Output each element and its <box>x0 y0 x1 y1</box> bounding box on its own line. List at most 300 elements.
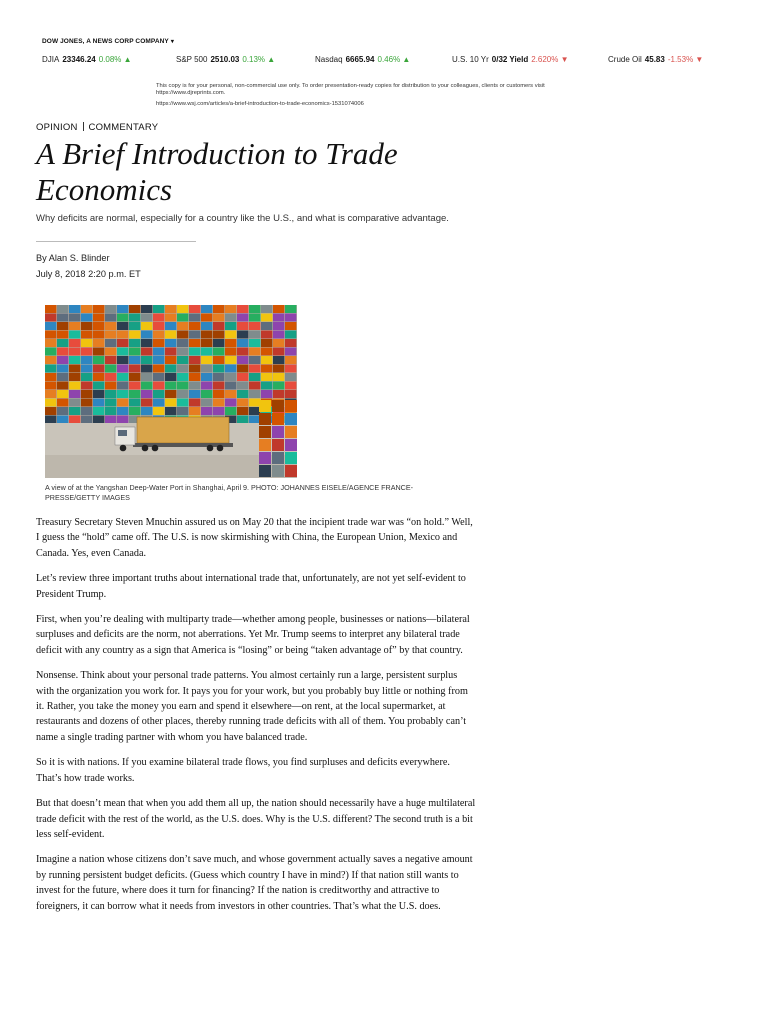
container-block <box>189 373 200 381</box>
container-block <box>189 314 200 322</box>
container-block <box>177 314 188 322</box>
container-block <box>273 305 284 313</box>
container-block <box>117 339 128 347</box>
container-block <box>141 407 152 415</box>
container-block <box>237 373 248 381</box>
container-block <box>213 390 224 398</box>
container-block <box>129 382 140 390</box>
container-block <box>213 305 224 313</box>
container-block <box>261 365 272 373</box>
container-block <box>117 305 128 313</box>
container-block <box>201 339 212 347</box>
article-dek: Why deficits are normal, especially for a country like the U.S., and what is comparative advantage. <box>36 213 449 224</box>
container-block <box>45 373 56 381</box>
container-block <box>249 365 260 373</box>
container-block <box>272 400 284 412</box>
container-block <box>45 390 56 398</box>
container-block <box>201 305 212 313</box>
container-block <box>57 322 68 330</box>
container-block <box>81 365 92 373</box>
container-block <box>249 305 260 313</box>
container-block <box>213 322 224 330</box>
container-block <box>141 348 152 356</box>
container-block <box>237 348 248 356</box>
container-block <box>225 339 236 347</box>
container-block <box>117 356 128 364</box>
container-block <box>285 382 296 390</box>
container-block <box>105 390 116 398</box>
container-block <box>165 399 176 407</box>
container-block <box>273 382 284 390</box>
container-block <box>57 407 68 415</box>
publish-date: July 8, 2018 2:20 p.m. ET <box>36 269 141 279</box>
container-block <box>273 331 284 339</box>
container-block <box>273 365 284 373</box>
container-block <box>117 407 128 415</box>
container-block <box>272 439 284 451</box>
container-block <box>69 314 80 322</box>
container-block <box>69 373 80 381</box>
container-block <box>93 348 104 356</box>
container-block <box>45 399 56 407</box>
container-block <box>261 339 272 347</box>
container-block <box>261 390 272 398</box>
container-block <box>213 348 224 356</box>
container-block <box>141 390 152 398</box>
container-block <box>177 407 188 415</box>
container-block <box>237 322 248 330</box>
container-block <box>261 348 272 356</box>
container-block <box>177 348 188 356</box>
container-block <box>117 382 128 390</box>
container-block <box>165 305 176 313</box>
ticker-value: 45.83 <box>644 55 665 64</box>
container-block <box>93 365 104 373</box>
container-block <box>285 390 296 398</box>
container-block <box>129 356 140 364</box>
container-block <box>177 356 188 364</box>
container-block <box>93 416 104 424</box>
container-block <box>117 365 128 373</box>
container-block <box>93 399 104 407</box>
container-block <box>249 339 260 347</box>
container-block <box>105 356 116 364</box>
container-block <box>165 314 176 322</box>
container-port-photo <box>45 305 297 478</box>
container-block <box>81 382 92 390</box>
container-block <box>225 356 236 364</box>
container-block <box>249 322 260 330</box>
container-block <box>237 390 248 398</box>
ticker-value: 2510.03 <box>210 55 240 64</box>
container-block <box>201 314 212 322</box>
container-block <box>93 322 104 330</box>
container-block <box>117 373 128 381</box>
ticker-change: 0.13% ▲ <box>242 55 276 64</box>
ticker-name: Nasdaq <box>315 55 343 64</box>
container-block <box>57 339 68 347</box>
container-block <box>81 399 92 407</box>
container-block <box>165 365 176 373</box>
container-block <box>117 331 128 339</box>
container-block <box>141 373 152 381</box>
container-block <box>189 322 200 330</box>
article-photo <box>45 305 297 478</box>
container-block <box>165 407 176 415</box>
caption-text: A view of at the Yangshan Deep-Water Port in Shanghai, April 9. <box>45 483 250 492</box>
container-block <box>69 382 80 390</box>
body-paragraph: First, when you’re dealing with multiparty trade—whether among people, businesses or nations—bilateral surpluses and deficits are the norm, not aberrations. Yet Mr. Trump seems to interpret any bilateral trade deficit with any country as a sign that America is “losing” or being “taken advantage of” by that country. <box>36 614 470 656</box>
brand-header[interactable] <box>42 38 174 45</box>
container-block <box>225 382 236 390</box>
container-block <box>153 356 164 364</box>
container-block <box>93 382 104 390</box>
container-block <box>225 373 236 381</box>
container-block <box>285 305 296 313</box>
byline[interactable]: By Alan S. Blinder <box>36 253 110 263</box>
container-block <box>81 339 92 347</box>
container-block <box>285 452 297 464</box>
container-block <box>201 348 212 356</box>
container-block <box>225 314 236 322</box>
ticker-value: 0/32 Yield <box>491 55 529 64</box>
body-paragraph: Let’s review three important truths about international trade that, unfortunately, are not yet self-evident to President Trump. <box>36 573 466 600</box>
brand-label: DOW JONES, A NEWS CORP COMPANY <box>42 38 169 45</box>
container-block <box>81 407 92 415</box>
container-block <box>259 452 271 464</box>
section-label <box>36 122 158 133</box>
container-block <box>129 390 140 398</box>
container-block <box>141 399 152 407</box>
container-block <box>259 465 271 477</box>
container-block <box>93 331 104 339</box>
container-block <box>45 348 56 356</box>
container-block <box>105 416 116 424</box>
container-block <box>189 390 200 398</box>
container-block <box>249 399 260 407</box>
container-block <box>117 390 128 398</box>
container-block <box>141 339 152 347</box>
container-block <box>177 331 188 339</box>
container-block <box>189 365 200 373</box>
container-block <box>285 339 296 347</box>
container-block <box>45 339 56 347</box>
container-block <box>273 348 284 356</box>
container-block <box>177 382 188 390</box>
container-block <box>285 356 296 364</box>
container-block <box>93 314 104 322</box>
container-block <box>69 348 80 356</box>
container-block <box>237 314 248 322</box>
container-block <box>69 331 80 339</box>
container-block <box>189 348 200 356</box>
container-block <box>177 305 188 313</box>
container-block <box>249 390 260 398</box>
container-block <box>129 339 140 347</box>
container-block <box>129 322 140 330</box>
container-block <box>165 390 176 398</box>
container-block <box>272 426 284 438</box>
container-block <box>285 331 296 339</box>
container-block <box>177 399 188 407</box>
container-block <box>129 407 140 415</box>
container-block <box>45 416 56 424</box>
container-block <box>285 439 297 451</box>
container-block <box>213 399 224 407</box>
container-block <box>129 331 140 339</box>
container-block <box>261 382 272 390</box>
container-block <box>213 339 224 347</box>
container-block <box>285 413 297 425</box>
container-block <box>105 314 116 322</box>
ticker-value: 6665.94 <box>345 55 375 64</box>
container-block <box>129 305 140 313</box>
container-block <box>57 373 68 381</box>
reprint-notice-text: This copy is for your personal, non-commercial use only. To order presentation-ready copies for distribution to your colleagues, clients or customers visit https://www.djreprints.com. <box>156 83 545 96</box>
container-block <box>165 331 176 339</box>
container-block <box>285 465 297 477</box>
container-block <box>93 407 104 415</box>
body-paragraph: But that doesn’t mean that when you add them all up, the nation should necessarily have a huge multilateral trade deficit with the rest of the world, as the U.S. does. Why is the U.S. different? The second truth is a bit less self-evident. <box>36 798 476 840</box>
container-block <box>81 390 92 398</box>
container-block <box>249 314 260 322</box>
container-block <box>81 373 92 381</box>
container-block <box>237 365 248 373</box>
article-body <box>36 515 476 924</box>
container-block <box>93 390 104 398</box>
container-block <box>105 365 116 373</box>
container-block <box>261 373 272 381</box>
container-block <box>237 416 248 424</box>
container-block <box>177 390 188 398</box>
container-block <box>153 373 164 381</box>
container-block <box>153 382 164 390</box>
container-block <box>237 407 248 415</box>
container-block <box>69 390 80 398</box>
ticker-name: Crude Oil <box>608 55 642 64</box>
container-block <box>57 356 68 364</box>
container-block <box>249 348 260 356</box>
container-block <box>237 356 248 364</box>
body-paragraph: So it is with nations. If you examine bilateral trade flows, you find surpluses and deficits everywhere. That’s how trade works. <box>36 757 450 784</box>
container-block <box>45 365 56 373</box>
caption-credit-label: PHOTO: <box>251 483 279 492</box>
container-block <box>249 407 260 415</box>
container-block <box>165 382 176 390</box>
container-block <box>165 348 176 356</box>
body-paragraph: Treasury Secretary Steven Mnuchin assured us on May 20 that the incipient trade war was “on hold.” Well, I guess the “hold” came off. The U.S. is now skirmishing with China, the European Union, Mexico and Canada. Yes, even Canada. <box>36 517 473 559</box>
ticker-name: S&P 500 <box>176 55 208 64</box>
container-block <box>237 305 248 313</box>
container-block <box>225 348 236 356</box>
container-block <box>189 407 200 415</box>
ticker-sp500[interactable] <box>176 55 275 64</box>
ticker-change: -1.53% ▼ <box>667 55 704 64</box>
container-block <box>117 416 128 424</box>
container-block <box>81 348 92 356</box>
container-block <box>273 339 284 347</box>
container-block <box>141 365 152 373</box>
container-block <box>69 305 80 313</box>
container-block <box>237 331 248 339</box>
container-block <box>69 399 80 407</box>
container-block <box>213 382 224 390</box>
container-block <box>249 416 260 424</box>
container-block <box>69 365 80 373</box>
section-commentary-link[interactable]: COMMENTARY <box>88 122 159 133</box>
container-block <box>69 322 80 330</box>
chevron-down-icon[interactable]: ▾ <box>170 39 174 45</box>
section-opinion-link[interactable]: OPINION <box>36 122 78 133</box>
container-block <box>225 407 236 415</box>
container-block <box>285 400 297 412</box>
container-block <box>81 305 92 313</box>
container-block <box>213 407 224 415</box>
container-block <box>261 314 272 322</box>
container-block <box>81 356 92 364</box>
container-block <box>93 305 104 313</box>
article-url[interactable]: https://www.wsj.com/articles/a-brief-introduction-to-trade-economics-1531074006 <box>156 101 364 107</box>
container-block <box>177 373 188 381</box>
container-block <box>105 407 116 415</box>
container-block <box>45 356 56 364</box>
container-block <box>45 305 56 313</box>
container-block <box>81 331 92 339</box>
container-block <box>93 356 104 364</box>
container-block <box>225 399 236 407</box>
container-block <box>81 322 92 330</box>
container-block <box>105 322 116 330</box>
body-paragraph: Nonsense. Think about your personal trade patterns. You almost certainly run a large, persistent surplus with the organization you work for. It pays you for your work, but you probably buy little or nothing from it. Rather, you take the money you earn and spend it elsewhere—on rent, at the local supermarket, at restaurants and dozens of other places, thereby running trade deficits with all of them. You probably can’t name a single trading partner with whom you have balanced trade. <box>36 670 468 743</box>
container-block <box>105 373 116 381</box>
container-block <box>237 382 248 390</box>
container-block <box>129 365 140 373</box>
container-block <box>57 348 68 356</box>
container-block <box>153 305 164 313</box>
container-block <box>201 322 212 330</box>
container-block <box>177 365 188 373</box>
container-block <box>225 322 236 330</box>
container-block <box>153 407 164 415</box>
container-block <box>225 390 236 398</box>
ticker-nasdaq[interactable] <box>315 55 410 64</box>
container-block <box>259 426 271 438</box>
container-block <box>105 305 116 313</box>
container-block <box>285 426 297 438</box>
container-block <box>141 382 152 390</box>
container-block <box>117 314 128 322</box>
container-block <box>45 322 56 330</box>
container-block <box>93 339 104 347</box>
container-block <box>201 390 212 398</box>
container-block <box>201 407 212 415</box>
container-block <box>105 382 116 390</box>
ticker-change: 0.46% ▲ <box>377 55 411 64</box>
container-block <box>165 322 176 330</box>
container-block <box>45 331 56 339</box>
container-block <box>201 356 212 364</box>
container-block <box>177 339 188 347</box>
container-block <box>129 399 140 407</box>
container-block <box>273 356 284 364</box>
container-block <box>213 331 224 339</box>
container-block <box>105 348 116 356</box>
container-block <box>57 416 68 424</box>
container-block <box>201 382 212 390</box>
container-block <box>249 331 260 339</box>
container-block <box>189 399 200 407</box>
container-block <box>57 305 68 313</box>
container-block <box>141 314 152 322</box>
container-block <box>201 365 212 373</box>
body-paragraph: Imagine a nation whose citizens don’t save much, and whose government actually saves a negative amount by running persistent budget deficits. (Guess which country I have in mind?) If that nation still wants to invest for the future, where does it turn for financing? If the nation is creditworthy and attractive to foreigners, it can borrow what it needs from investors in other countries. That’s what the U.S. does. <box>36 854 473 912</box>
container-block <box>141 331 152 339</box>
container-block <box>69 356 80 364</box>
container-block <box>272 465 284 477</box>
container-block <box>117 322 128 330</box>
article-title: A Brief Introduction to Trade Economics <box>36 136 398 207</box>
container-block <box>153 322 164 330</box>
container-block <box>57 382 68 390</box>
container-block <box>259 400 271 412</box>
container-block <box>81 416 92 424</box>
container-block <box>57 390 68 398</box>
container-block <box>45 382 56 390</box>
container-block <box>57 365 68 373</box>
container-block <box>237 399 248 407</box>
container-block <box>189 382 200 390</box>
container-block <box>272 452 284 464</box>
container-block <box>285 365 296 373</box>
container-block <box>189 339 200 347</box>
section-divider <box>83 122 84 131</box>
container-block <box>105 339 116 347</box>
reprint-notice <box>156 83 586 108</box>
container-block <box>45 407 56 415</box>
container-block <box>45 314 56 322</box>
ticker-crude-oil[interactable] <box>608 55 703 64</box>
photo-caption <box>45 483 435 503</box>
container-block <box>189 356 200 364</box>
ticker-us10yr[interactable] <box>452 55 569 64</box>
container-block <box>273 390 284 398</box>
ticker-change: 0.08% ▲ <box>98 55 132 64</box>
container-block <box>129 373 140 381</box>
container-block <box>153 348 164 356</box>
container-block <box>105 331 116 339</box>
container-block <box>259 439 271 451</box>
container-block <box>129 314 140 322</box>
container-block <box>129 348 140 356</box>
container-block <box>189 305 200 313</box>
container-block <box>272 413 284 425</box>
container-block <box>213 356 224 364</box>
container-block <box>141 356 152 364</box>
container-block <box>165 339 176 347</box>
byline-divider <box>36 241 196 242</box>
container-block <box>225 305 236 313</box>
container-block <box>273 373 284 381</box>
ticker-name: DJIA <box>42 55 60 64</box>
container-block <box>57 331 68 339</box>
ticker-djia[interactable] <box>42 55 132 64</box>
ticker-change: 2.620% ▼ <box>531 55 569 64</box>
market-ticker <box>0 55 768 67</box>
container-block <box>57 314 68 322</box>
container-block <box>249 373 260 381</box>
container-block <box>285 373 296 381</box>
container-block <box>153 390 164 398</box>
